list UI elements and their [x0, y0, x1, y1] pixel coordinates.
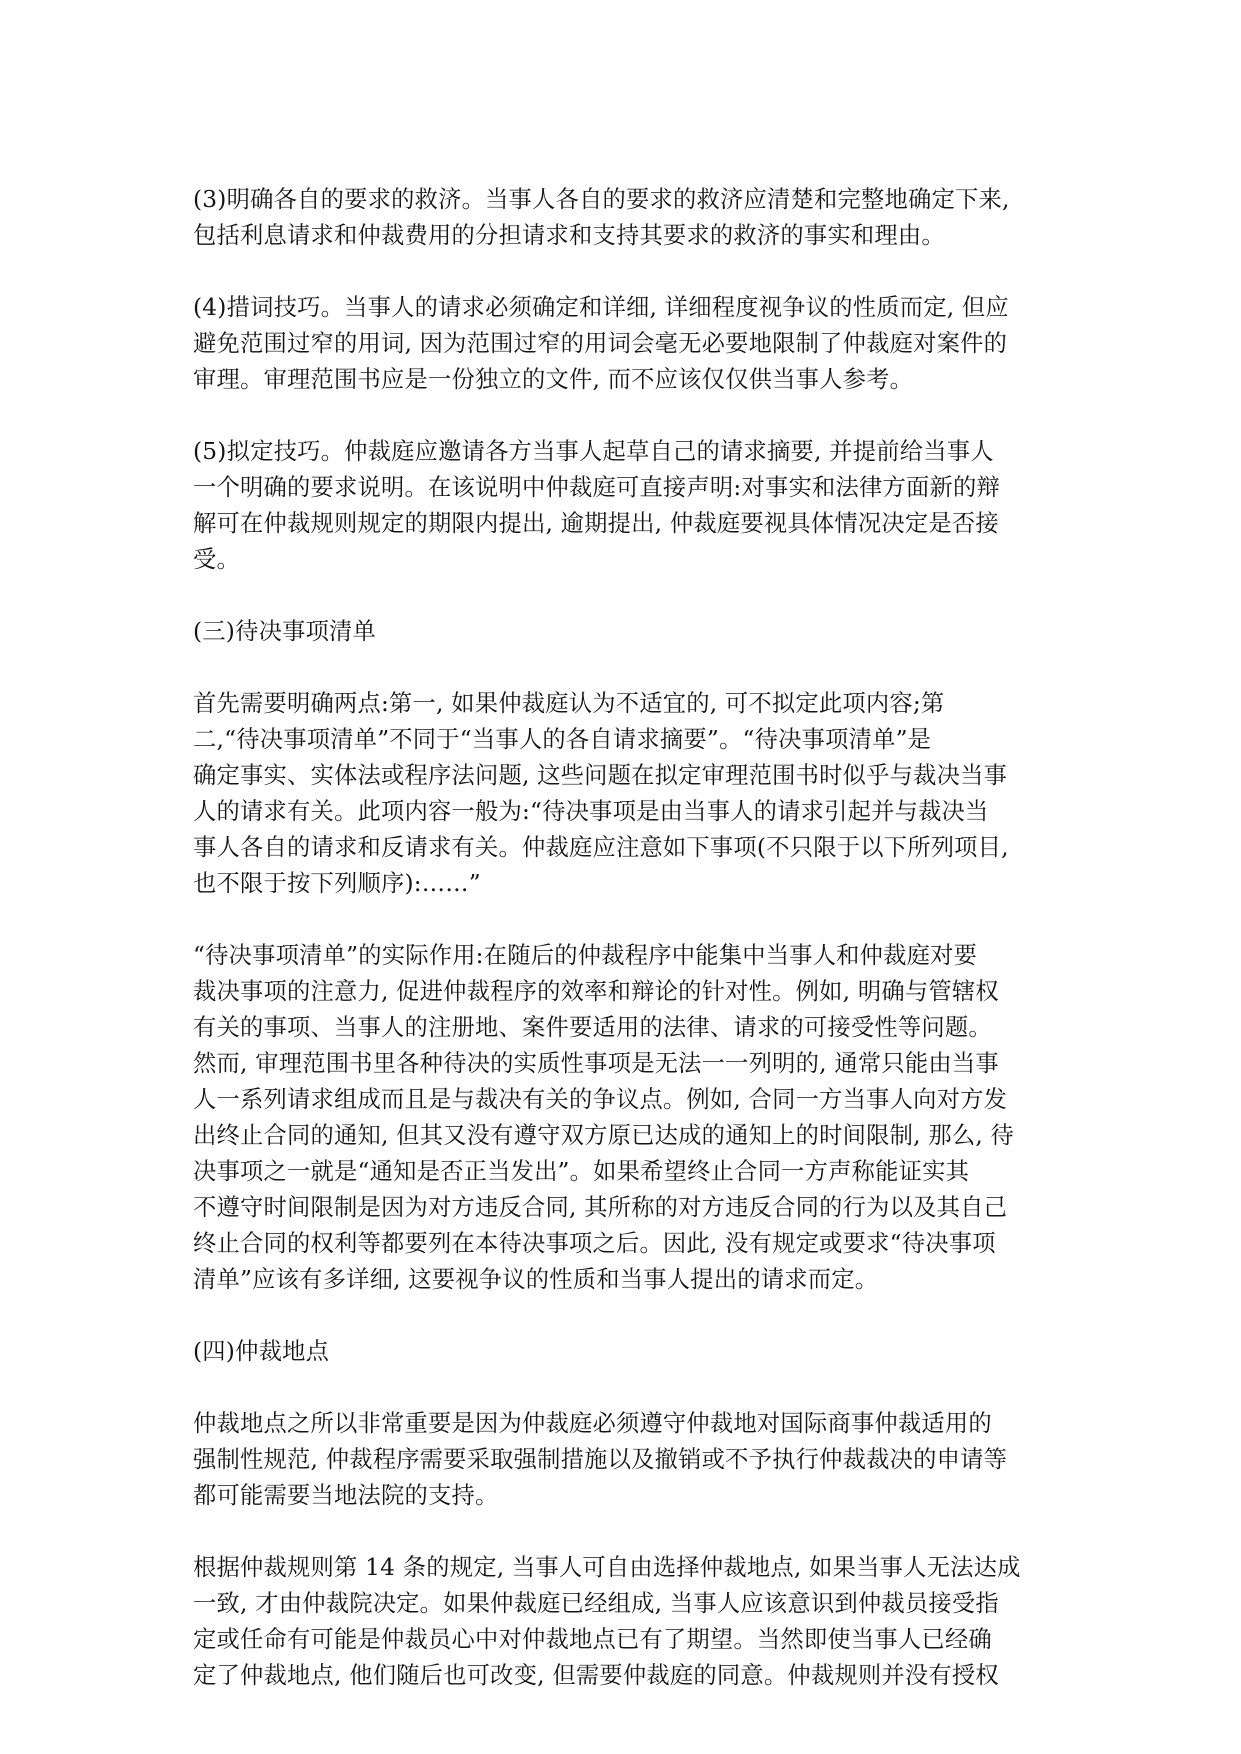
text-line: 人一系列请求组成而且是与裁决有关的争议点。例如, 合同一方当事人向对方发: [193, 1086, 1008, 1113]
text-line: 出终止合同的通知, 但其又没有遵守双方原已达成的通知上的时间限制, 那么, 待: [193, 1122, 1015, 1149]
paragraph-7: [193, 1550, 1063, 1694]
text-line: 人的请求有关。此项内容一般为:“待决事项是由当事人的请求引起并与裁决当: [193, 798, 989, 825]
text-line: 决事项之一就是“通知是否正当发出”。如果希望终止合同一方声称能证实其: [193, 1158, 970, 1185]
text-line: 首先需要明确两点:第一, 如果仲裁庭认为不适宜的, 可不拟定此项内容;第: [193, 690, 945, 717]
text-line: 一个明确的要求说明。在该说明中仲裁庭可直接声明:对事实和法律方面新的辩: [193, 474, 1000, 501]
text-line: 都可能需要当地法院的支持。: [193, 1482, 499, 1509]
text-line: 包括利息请求和仲裁费用的分担请求和支持其要求的救济的事实和理由。: [193, 222, 945, 249]
paragraph-3: [193, 434, 1063, 578]
text-line: 裁决事项的注意力, 促进仲裁程序的效率和辩论的针对性。例如, 明确与管辖权: [193, 978, 999, 1005]
section-heading-4: [193, 1334, 1063, 1370]
text-line: 解可在仲裁规则规定的期限内提出, 逾期提出, 仲裁庭要视具体情况决定是否接: [193, 510, 999, 537]
text-line: “待决事项清单”的实际作用:在随后的仲裁程序中能集中当事人和仲裁庭对要: [193, 942, 978, 969]
heading-text: (四)仲裁地点: [193, 1338, 330, 1365]
text-line: 然而, 审理范围书里各种待决的实质性事项是无法一一列明的, 通常只能由当事: [193, 1050, 999, 1077]
text-line: 审理。审理范围书应是一份独立的文件, 而不应该仅仅供当事人参考。: [193, 366, 914, 393]
text-line: 也不限于按下列顺序):……”: [193, 870, 481, 897]
text-line: 清单”应该有多详细, 这要视争议的性质和当事人提出的请求而定。: [193, 1266, 879, 1293]
text-line: (5)拟定技巧。仲裁庭应邀请各方当事人起草自己的请求摘要, 并提前给当事人: [193, 438, 994, 465]
text-line: 有关的事项、当事人的注册地、案件要适用的法律、请求的可接受性等问题。: [193, 1014, 992, 1041]
text-line: 根据仲裁规则第 14 条的规定, 当事人可自由选择仲裁地点, 如果当事人无法达成: [193, 1554, 1021, 1581]
text-line: 定或任命有可能是仲裁员心中对仲裁地点已有了期望。当然即使当事人已经确: [193, 1626, 992, 1653]
text-line: 避免范围过窄的用词, 因为范围过窄的用词会毫无必要地限制了仲裁庭对案件的: [193, 330, 1008, 357]
text-line: 仲裁地点之所以非常重要是因为仲裁庭必须遵守仲裁地对国际商事仲裁适用的: [193, 1410, 992, 1437]
text-line: 受。: [193, 546, 240, 573]
paragraph-5: [193, 938, 1063, 1298]
text-line: 一致, 才由仲裁院决定。如果仲裁庭已经组成, 当事人应该意识到仲裁员接受指: [193, 1590, 999, 1617]
text-line: 终止合同的权利等都要列在本待决事项之后。因此, 没有规定或要求“待决事项: [193, 1230, 996, 1257]
paragraph-2: [193, 290, 1063, 398]
section-heading-3: [193, 614, 1063, 650]
text-line: 强制性规范, 仲裁程序需要采取强制措施以及撤销或不予执行仲裁裁决的申请等: [193, 1446, 1008, 1473]
heading-text: (三)待决事项清单: [193, 618, 377, 645]
text-line: 事人各自的请求和反请求有关。仲裁庭应注意如下事项(不只限于以下所列项目,: [193, 834, 1009, 861]
text-line: 二,“待决事项清单”不同于“当事人的各自请求摘要”。“待决事项清单”是: [193, 726, 932, 753]
text-line: (3)明确各自的要求的救济。当事人各自的要求的救济应清楚和完整地确定下来,: [193, 186, 1010, 213]
paragraph-4: [193, 686, 1063, 902]
document-body: [193, 182, 1063, 1694]
text-line: 不遵守时间限制是因为对方违反合同, 其所称的对方违反合同的行为以及其自己: [193, 1194, 1008, 1221]
text-line: 定了仲裁地点, 他们随后也可改变, 但需要仲裁庭的同意。仲裁规则并没有授权: [193, 1662, 999, 1689]
paragraph-1: [193, 182, 1063, 254]
text-line: (4)措词技巧。当事人的请求必须确定和详细, 详细程度视争议的性质而定, 但应: [193, 294, 1009, 321]
paragraph-6: [193, 1406, 1063, 1514]
text-line: 确定事实、实体法或程序法问题, 这些问题在拟定审理范围书时似乎与裁决当事: [193, 762, 1008, 789]
